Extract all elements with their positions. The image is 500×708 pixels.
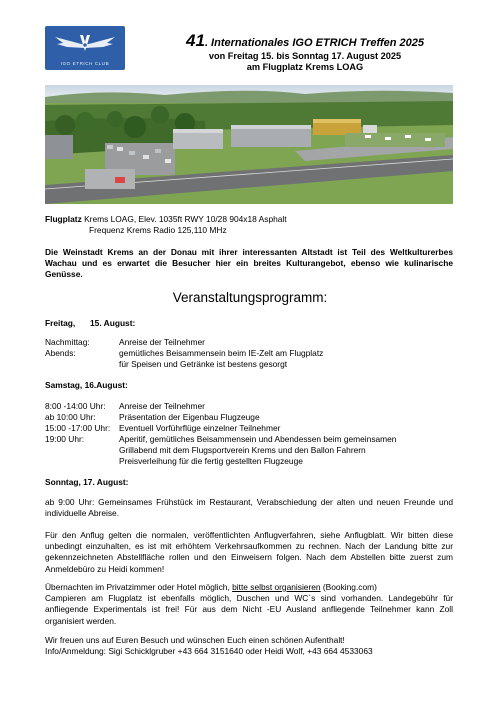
closing-line: Wir freuen uns auf Euren Besuch und wünschen Euch einen schönen Aufenthalt! (45, 635, 345, 645)
event-title (140, 31, 470, 51)
friday-date: 15. August: (90, 318, 136, 328)
sunday-text: ab 9:00 Uhr: Gemeinsames Frühstück im Restaurant, Verabschiedung der alten und neuen Freunde und individuelle Abreise. (45, 497, 453, 519)
program-title: Veranstaltungsprogramm: (172, 290, 328, 305)
wings-icon (53, 31, 117, 57)
intro-paragraph: Die Weinstadt Krems an der Donau mit ihrer interessanten Altstadt ist Teil des Weltkulturerbes Wachau und es erwartet die Besucher hier ein breites Kulturangebot, ebenso wie kulinarische Genüsse. (45, 247, 453, 280)
saturday-text-2: Präsentation der Eigenbau Flugzeuge (119, 412, 260, 422)
friday-text-3: für Speisen und Getränke ist bestens gesorgt (119, 359, 288, 369)
lodging-text-before: Übernachten im Privatzimmer oder Hotel möglich, (45, 582, 233, 592)
friday-day: Freitag, (45, 318, 76, 328)
friday-time-2: Abends: (45, 348, 76, 358)
saturday-time-2: ab 10:00 Uhr: (45, 412, 96, 422)
lodging-text-after: (Booking.com) (320, 582, 377, 592)
saturday-text-5: Grillabend mit dem Flugsportverein Krems und den Ballon Fahrern (119, 445, 366, 455)
saturday-text-3: Eventuell Vorführflüge einzelner Teilnehmer (119, 423, 281, 433)
airfield-label: Flugplatz (45, 214, 82, 224)
saturday-text-1: Anreise der Teilnehmer (119, 401, 205, 411)
saturday-text-4: Aperitif, gemütliches Beisammensein und Abendessen beim gemeinsamen (119, 434, 397, 444)
friday-text-2: gemütliches Beisammensein beim IE-Zelt am Flugplatz (119, 348, 324, 358)
approach-paragraph: Für den Anflug gelten die normalen, veröffentlichten Anflugverfahren, siehe Anflugblatt. Wir bitten diese unbedingt einzuhalten, es ist mit erhöhtem Verkehrsaufkommen zu rechnen. Nach der Landung bitte zur gekennzeichneten Abstellfläche rollen und den Einweisern folgen. Nach dem Abstellen bitte zuerst zum Anmeldebüro zu Heidi kommen! (45, 530, 453, 574)
lodging-paragraph (45, 582, 453, 627)
event-number: 41 (186, 31, 205, 50)
logo-brand-text: IGO ETRICH CLUB (60, 61, 110, 66)
self-organize-link[interactable]: bitte selbst organisieren (232, 582, 321, 592)
contact-line: Info/Anmeldung: Sigi Schicklgruber +43 664 3151640 oder Heidi Wolf, +43 664 4533063 (45, 646, 373, 656)
airfield-info (45, 214, 287, 225)
saturday-time-3: 15:00 -17:00 Uhr: (45, 423, 111, 433)
airfield-frequency: Frequenz Krems Radio 125,110 MHz (89, 225, 227, 235)
event-dates: von Freitag 15. bis Sonntag 17. August 2025 (208, 51, 402, 61)
sunday-heading: Sonntag, 17. August: (45, 477, 129, 487)
saturday-heading: Samstag, 16.August: (45, 380, 128, 390)
saturday-time-4: 19:00 Uhr: (45, 434, 85, 444)
lodging-text-rest: Campieren am Flugplatz ist ebenfalls möglich, Duschen und WC`s sind vorhanden. Landegebühr für anfliegende Experimentals ist frei! Für aus dem Nicht -EU Ausland anfliegende Teilnehmer kann Zoll organisiert werden. (45, 593, 453, 626)
airfield-aerial-photo (45, 85, 453, 204)
club-logo (45, 26, 125, 70)
saturday-text-6: Preisverleihung für die fertig gestellten Flugzeuge (119, 456, 303, 466)
friday-text-1: Anreise der Teilnehmer (119, 337, 205, 347)
event-title-text: . Internationales IGO ETRICH Treffen 2025 (204, 37, 424, 49)
airfield-details: Krems LOAG, Elev. 1035ft RWY 10/28 904x18 Asphalt (84, 214, 287, 224)
saturday-time-1: 8:00 -14:00 Uhr: (45, 401, 106, 411)
friday-time-1: Nachmittag: (45, 337, 90, 347)
event-location: am Flugplatz Krems LOAG (246, 62, 364, 72)
